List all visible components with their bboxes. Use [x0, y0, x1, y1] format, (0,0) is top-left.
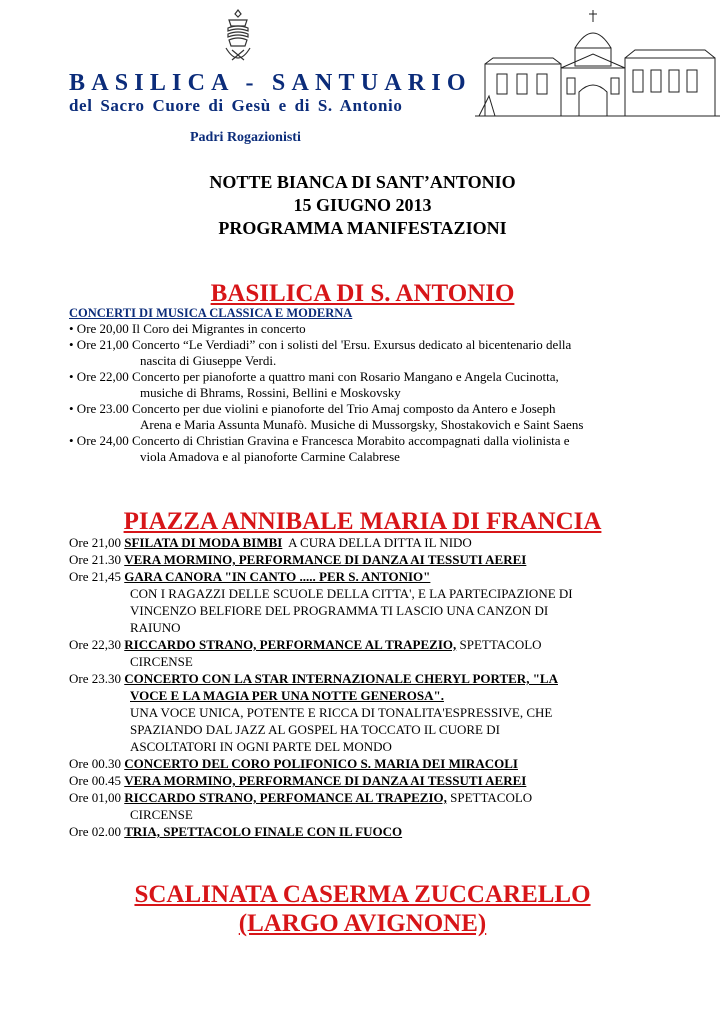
section-title-basilica: BASILICA DI S. ANTONIO	[210, 280, 515, 307]
schedule-title: TRIA, SPETTACOLO FINALE CON IL FUOCO	[124, 824, 403, 839]
schedule-description: ASCOLTATORI IN OGNI PARTE DEL MONDO	[130, 739, 392, 754]
basilica-drawing	[475, 8, 720, 118]
list-item	[69, 369, 659, 401]
schedule-title: CONCERTO CON LA STAR INTERNAZIONALE CHERYL PORTER, "LA	[124, 671, 558, 686]
schedule-item	[69, 534, 669, 551]
schedule-description: SPAZIANDO DAL JAZZ AL GOSPEL HA TOCCATO IL CUORE DI	[130, 722, 500, 737]
list-item	[69, 433, 659, 465]
event-name: NOTTE BIANCA DI SANT’ANTONIO	[209, 172, 516, 192]
papal-crest-icon	[218, 8, 258, 62]
list-item	[69, 321, 659, 337]
section-title-scalinata	[0, 880, 725, 938]
schedule-title: GARA CANORA "IN CANTO ..... PER S. ANTONIO"	[124, 569, 431, 584]
section-piazza-list	[69, 534, 669, 840]
list-item	[69, 337, 659, 369]
schedule-time: Ore 00.45	[69, 773, 121, 788]
list-item	[69, 401, 659, 433]
event-date: 15 GIUGNO 2013	[293, 195, 432, 215]
schedule-description: RAIUNO	[130, 620, 181, 635]
item-text: • Ore 24,00 Concerto di Christian Gravina e Francesca Morabito accompagnati dalla violinista e	[69, 433, 570, 448]
schedule-title: CONCERTO DEL CORO POLIFONICO S. MARIA DEI MIRACOLI	[124, 756, 518, 771]
schedule-line	[69, 789, 669, 806]
order-name: Padri Rogazionisti	[190, 130, 301, 145]
schedule-title: RICCARDO STRANO, PERFOMANCE AL TRAPEZIO,	[124, 790, 447, 805]
schedule-detail: A CURA DELLA DITTA IL NIDO	[282, 535, 472, 550]
schedule-item	[69, 636, 669, 670]
item-text: • Ore 21,00 Concerto “Le Verdiadi” con i solisti del 'Ersu. Exursus dedicato al bicentenario della	[69, 337, 572, 352]
item-text: • Ore 23.00 Concerto per due violini e pianoforte del Trio Amaj composto da Antero e Joseph	[69, 401, 556, 416]
schedule-description: UNA VOCE UNICA, POTENTE E RICCA DI TONALITA'ESPRESSIVE, CHE	[130, 705, 553, 720]
section-title-line: SCALINATA CASERMA ZUCCARELLO	[134, 881, 591, 908]
schedule-line	[69, 636, 669, 653]
schedule-item	[69, 772, 669, 789]
section-title-line: (LARGO AVIGNONE)	[238, 910, 487, 937]
schedule-item	[69, 551, 669, 568]
item-continuation: Arena e Maria Assunta Munafò. Musiche di Mussorgsky, Shostakovich e Saint Saens	[140, 417, 584, 432]
schedule-line	[69, 551, 669, 568]
schedule-line	[69, 670, 669, 687]
schedule-item	[69, 670, 669, 755]
item-text: • Ore 22,00 Concerto per pianoforte a quattro mani con Rosario Mangano e Angela Cucinotta,	[69, 369, 559, 384]
schedule-title-continuation: VOCE E LA MAGIA PER UNA NOTTE GENEROSA".	[130, 688, 444, 703]
schedule-time: Ore 21,45	[69, 569, 121, 584]
schedule-description: VINCENZO BELFIORE DEL PROGRAMMA TI LASCIO UNA CANZON DI	[130, 603, 549, 618]
schedule-time: Ore 21,00	[69, 535, 121, 550]
schedule-time: Ore 22,30	[69, 637, 121, 652]
schedule-title: VERA MORMINO, PERFORMANCE DI DANZA AI TESSUTI AEREI	[124, 552, 527, 567]
schedule-line	[69, 534, 669, 551]
schedule-title: RICCARDO STRANO, PERFORMANCE AL TRAPEZIO,	[124, 637, 457, 652]
event-program: PROGRAMMA MANIFESTAZIONI	[218, 218, 507, 238]
schedule-item	[69, 789, 669, 823]
section-title-piazza: PIAZZA ANNIBALE MARIA DI FRANCIA	[123, 508, 602, 535]
section-basilica-list	[69, 305, 659, 465]
schedule-time: Ore 02.00	[69, 824, 121, 839]
schedule-item	[69, 755, 669, 772]
schedule-description: CIRCENSE	[130, 807, 193, 822]
schedule-title: VERA MORMINO, PERFORMANCE DI DANZA AI TESSUTI AEREI	[124, 773, 527, 788]
schedule-time: Ore 01,00	[69, 790, 121, 805]
item-text: • Ore 20,00 Il Coro dei Migrantes in concerto	[69, 321, 306, 336]
schedule-line	[69, 772, 669, 789]
schedule-description: CIRCENSE	[130, 654, 193, 669]
schedule-time: Ore 00.30	[69, 756, 121, 771]
section-heading: CONCERTI DI MUSICA CLASSICA E MODERNA	[69, 306, 353, 320]
schedule-detail: SPETTACOLO	[446, 790, 533, 805]
schedule-detail: SPETTACOLO	[456, 637, 542, 652]
schedule-title: SFILATA DI MODA BIMBI	[124, 535, 283, 550]
page-title: BASILICA - SANTUARIO	[69, 70, 472, 96]
schedule-line	[69, 823, 669, 840]
schedule-description: CON I RAGAZZI DELLE SCUOLE DELLA CITTA', E LA PARTECIPAZIONE DI	[130, 586, 573, 601]
item-continuation: viola Amadova e al pianoforte Carmine Calabrese	[140, 449, 400, 464]
schedule-line	[69, 755, 669, 772]
item-continuation: nascita di Giuseppe Verdi.	[140, 353, 277, 368]
item-continuation: musiche di Bhrams, Rossini, Bellini e Moskovsky	[140, 385, 401, 400]
schedule-line	[69, 568, 669, 585]
schedule-item	[69, 568, 669, 636]
schedule-time: Ore 23.30	[69, 671, 121, 686]
page-subtitle: del Sacro Cuore di Gesù e di S. Antonio	[69, 96, 403, 115]
schedule-item	[69, 823, 669, 840]
schedule-time: Ore 21.30	[69, 552, 121, 567]
